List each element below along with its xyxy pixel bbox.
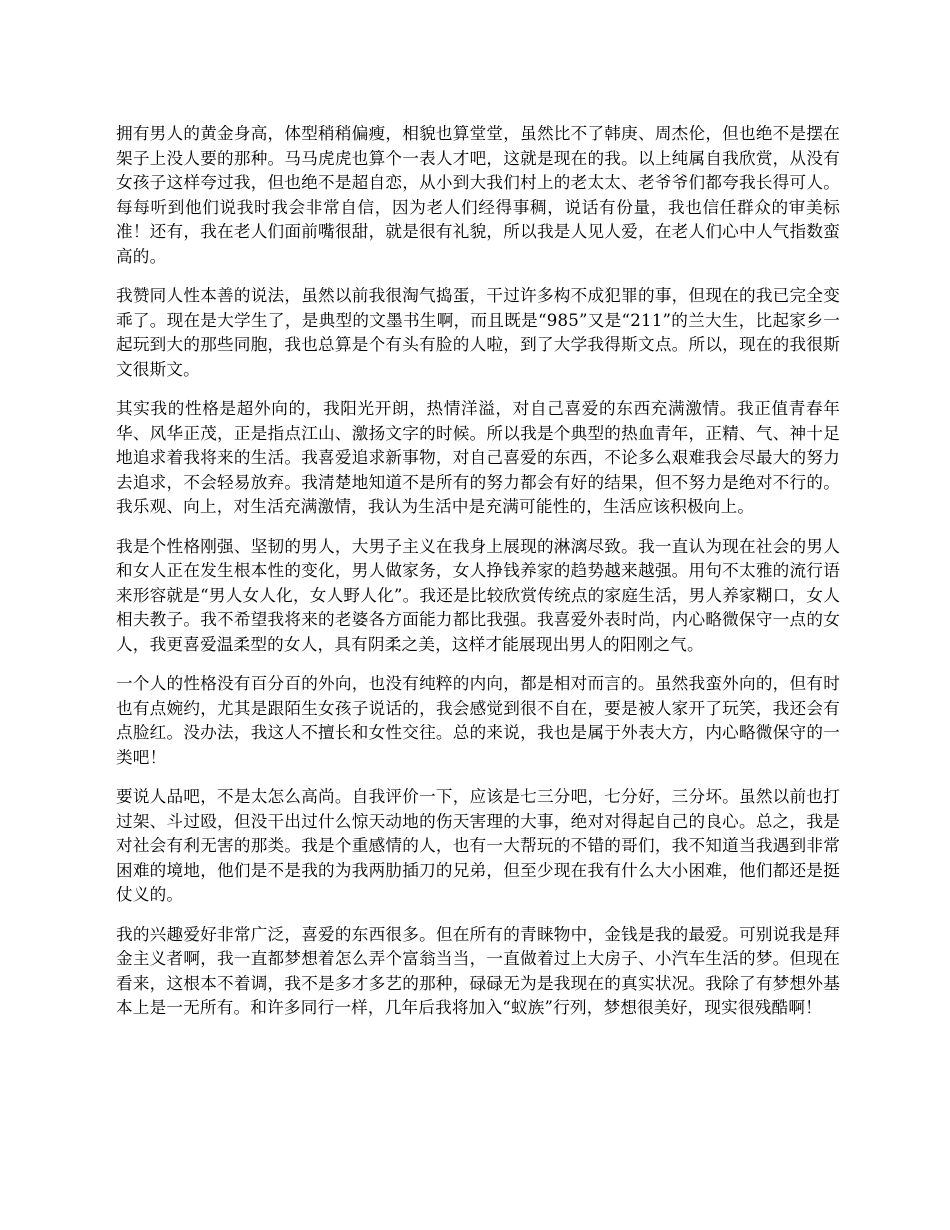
paragraph-introversion: 一个人的性格没有百分百的外向，也没有纯粹的内向，都是相对而言的。虽然我蛮外向的，但有时也有点婉约，尤其是跟陌生女孩子说话的，我会感觉到很不自在，要是被人家开了玩笑，我还会有点脸红。没办法，我这人不擅长和女性交往。总的来说，我也是属于外表大方，内心略微保守的一类吧！ — [116, 674, 840, 767]
paragraph-values: 我是个性格刚强、坚韧的男人，大男子主义在我身上展现的淋漓尽致。我一直认为现在社会的男人和女人正在发生根本性的变化，男人做家务，女人挣钱养家的趋势越来越强。用句不太雅的流行语来形容就是“男人女人化，女人野人化”。我还是比较欣赏传统点的家庭生活，男人养家糊口，女人相夫教子。我不希望我将来的老婆各方面能力都比我强。我喜爱外表时尚，内心略微保守一点的女人，我更喜爱温柔型的女人，具有阴柔之美，这样才能展现出男人的阳刚之气。 — [116, 536, 840, 654]
paragraph-hobbies: 我的兴趣爱好非常广泛，喜爱的东西很多。但在所有的青睐物中，金钱是我的最爱。可别说我是拜金主义者啊，我一直都梦想着怎么弄个富翁当当，一直做着过上大房子、小汽车生活的梦。但现在看来，这根本不着调，我不是多才多艺的那种，碌碌无为是我现在的真实状况。我除了有梦想外基本上是一无所有。和许多同行一样，几年后我将加入“蚁族”行列，梦想很美好，现实很残酷啊！ — [116, 924, 840, 1017]
paragraph-nature: 我赞同人性本善的说法，虽然以前我很淘气捣蛋，干过许多构不成犯罪的事，但现在的我已完全变乖了。现在是大学生了，是典型的文墨书生啊，而且既是“985”又是“211”的兰大生，比起家乡一起玩到大的那些同胞，我也总算是个有头有脸的人啦，到了大学我得斯文点。所以，现在的我很斯文很斯文。 — [116, 286, 840, 379]
paragraph-appearance: 拥有男人的黄金身高，体型稍稍偏瘦，相貌也算堂堂，虽然比不了韩庚、周杰伦，但也绝不是摆在架子上没人要的那种。马马虎虎也算个一表人才吧，这就是现在的我。以上纯属自我欣赏，从没有女孩子这样夸过我，但也绝不是超自恋，从小到大我们村上的老太太、老爷爷们都夸我长得可人。每每听到他们说我时我会非常自信，因为老人们经得事稠，说话有份量，我也信任群众的审美标准！还有，我在老人们面前嘴很甜，就是很有礼貌，所以我是人见人爱，在老人们心中人气指数蛮高的。 — [116, 124, 840, 266]
paragraph-personality: 其实我的性格是超外向的，我阳光开朗，热情洋溢，对自己喜爱的东西充满激情。我正值青春年华、风华正茂，正是指点江山、激扬文字的时候。所以我是个典型的热血青年，正精、气、神十足地追求着我将来的生活。我喜爱追求新事物，对自己喜爱的东西，不论多么艰难我会尽最大的努力去追求，不会轻易放弃。我清楚地知道不是所有的努力都会有好的结果，但不努力是绝对不行的。我乐观、向上，对生活充满激情，我认为生活中是充满可能性的，生活应该积极向上。 — [116, 399, 840, 516]
paragraph-character: 要说人品吧，不是太怎么高尚。自我评价一下，应该是七三分吧，七分好，三分坏。虽然以前也打过架、斗过殴，但没干出过什么惊天动地的伤天害理的大事，绝对对得起自己的良心。总之，我是对社会有利无害的那类。我是个重感情的人，也有一大帮玩的不错的哥们，我不知道当我遇到非常困难的境地，他们是不是我的为我两肋插刀的兄弟，但至少现在我有什么大小困难，他们都还是挺仗义的。 — [116, 787, 840, 904]
document-body — [116, 122, 840, 1036]
